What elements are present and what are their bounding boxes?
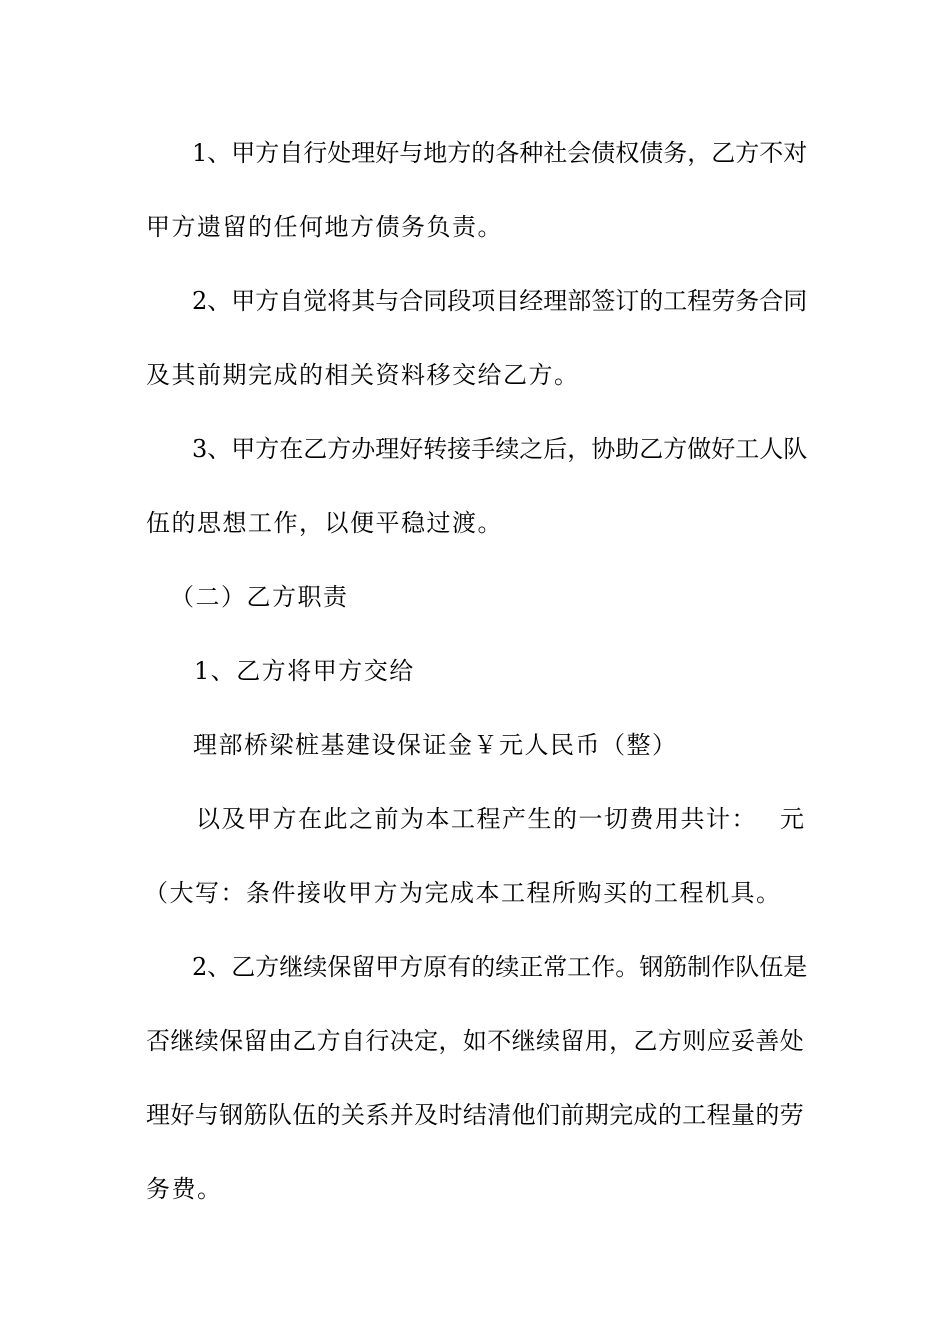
paragraph-line: 及其前期完成的相关资料移交给乙方。 — [146, 361, 580, 389]
paragraph-line: 2 、 甲 方 自 觉 将 其 与 合 同 段 项 目 经 理 部 签 订 的 工 程 劳 务 合 同 — [192, 287, 808, 315]
paragraph-line: 伍的思想工作，以便平稳过渡。 — [146, 509, 503, 537]
amount-unit: 元 — [780, 805, 806, 833]
paragraph-line: 务费。 — [146, 1175, 223, 1203]
paragraph-line: 否 继 续 保 留 由 乙 方 自 行 决 定 ， 如 不 继 续 留 用 ， 乙 方 则 应 妥 善 处 — [146, 1027, 804, 1055]
paragraph-line: 2 、 乙 方 继 续 保 留 甲 方 原 有 的 续 正 常 工 作 。 钢 筋 制 作 队 伍 是 — [192, 953, 808, 981]
paragraph-line: 甲方遗留的任何地方债务负责。 — [146, 213, 503, 241]
section-heading: （二）乙方职责 — [170, 583, 349, 611]
paragraph-line: 理部桥梁桩基建设保证金￥元人民币（整） — [193, 731, 678, 759]
paragraph-line: 以及甲方在此之前为本工程产生的一切费用共计： — [196, 805, 757, 833]
paragraph-line: 1、乙方将甲方交给 — [194, 657, 415, 685]
paragraph-line: 1 、 甲 方 自 行 处 理 好 与 地 方 的 各 种 社 会 债 权 债 务 ， 乙 方 不 对 — [192, 139, 808, 167]
paragraph-line: 3 、 甲 方 在 乙 方 办 理 好 转 接 手 续 之 后 ， 协 助 乙 方 做 好 工 人 队 — [192, 435, 808, 463]
paragraph-line: （大写：条件接收甲方为完成本工程所购买的工程机具。 — [144, 879, 782, 907]
paragraph-line: 理 好 与 钢 筋 队 伍 的 关 系 并 及 时 结 清 他 们 前 期 完 成 的 工 程 量 的 劳 — [146, 1101, 804, 1129]
